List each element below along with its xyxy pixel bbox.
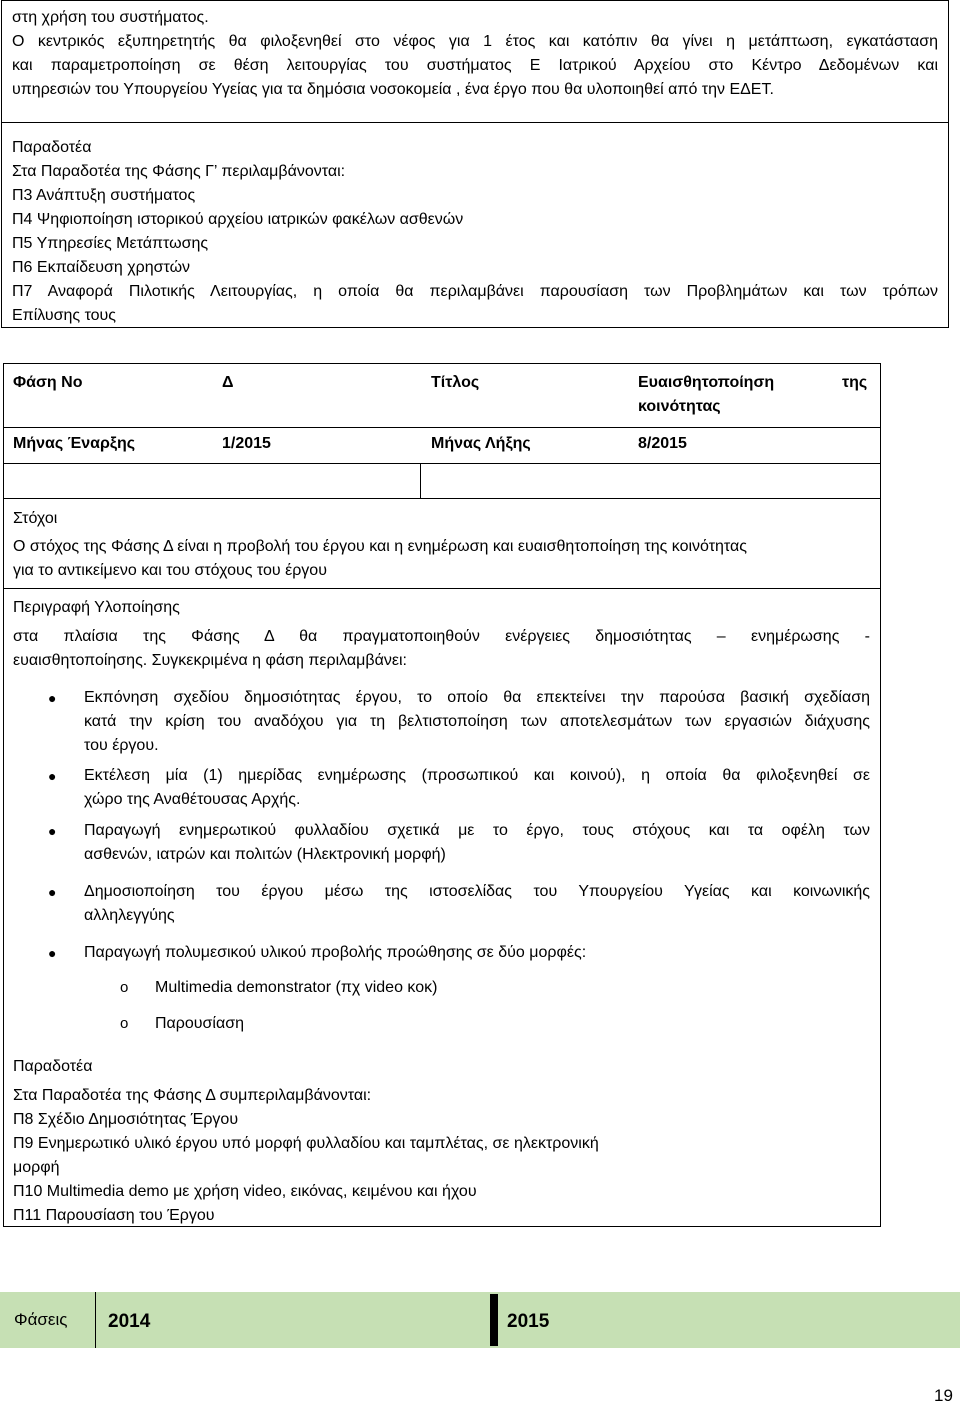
phase-c-line-3: Π4 Ψηφιοποίηση ιστορικού αρχείου ιατρικών φακέλων ασθενών <box>12 211 464 228</box>
bullet-2-line-2: χώρο της Αναθέτουσας Αρχής. <box>84 791 301 808</box>
bullet-1-marker: ● <box>48 690 57 706</box>
intro-line-4: υπηρεσιών του Υπουργείου Υγείας για τα δημόσια νοσοκομεία , ένα έργο που θα υλοποιηθεί από την ΕΔΕΤ. <box>12 81 774 98</box>
start-month-label: Μήνας Έναρξης <box>13 435 136 452</box>
table-divider-1 <box>3 427 881 428</box>
phase-c-line-1: Στα Παραδοτέα της Φάσης Γ’ περιλαμβάνονται: <box>12 163 346 180</box>
intro-divider <box>1 122 949 123</box>
end-month-label: Μήνας Λήξης <box>431 435 531 452</box>
intro-line-1: στη χρήση του συστήματος. <box>12 9 209 26</box>
phase-d-line-3: Π9 Ενημερωτικό υλικό έργου υπό μορφή φυλλαδίου και ταμπλέτας, σε ηλεκτρονική <box>13 1135 599 1152</box>
objectives-heading: Στόχοι <box>13 510 58 527</box>
phase-c-line-4: Π5 Υπηρεσίες Μετάπτωσης <box>12 235 209 252</box>
sub-bullet-1: Multimedia demonstrator (πχ video κοκ) <box>155 979 438 996</box>
objectives-line-2: για το αντικείμενο και του στόχους του έργου <box>13 562 327 579</box>
phase-c-line-6: Π7 Αναφορά Πιλοτικής Λειτουργίας, η οποία θα περιλαμβάνει παρουσίαση των Προβλημάτων και των τρόπων <box>12 283 938 300</box>
table-divider-3 <box>3 498 881 499</box>
sub-bullet-2-marker: o <box>120 1015 129 1032</box>
intro-line-3: και παραμετροποίηση σε θέση λειτουργίας του συστήματος Ε Ιατρικού Αρχείου στο Κέντρο Δεδομένων και <box>12 57 938 74</box>
phase-d-line-2: Π8 Σχέδιο Δημοσιότητας Έργου <box>13 1111 239 1128</box>
phase-c-line-2: Π3 Ανάπτυξη συστήματος <box>12 187 196 204</box>
bullet-1-line-1: Εκπόνηση σχεδίου δημοσιότητας έργου, το οποίο θα επεκτείνει την παρούσα βασική σχεδίαση <box>84 689 870 706</box>
title-value-line-1-end: της <box>842 374 868 391</box>
table-divider-4 <box>3 588 881 589</box>
implementation-heading: Περιγραφή Υλοποίησης <box>13 599 180 616</box>
bullet-1-line-3: του έργου. <box>84 737 159 754</box>
phase-no-value: Δ <box>222 374 234 391</box>
end-month-value: 8/2015 <box>638 435 687 452</box>
timeline-label: Φάσεις <box>14 1310 68 1329</box>
phase-c-line-5: Π6 Εκπαίδευση χρηστών <box>12 259 191 276</box>
timeline-year-separator <box>490 1294 498 1346</box>
sub-bullet-2: Παρουσίαση <box>155 1015 245 1032</box>
timeline-year-2015: 2015 <box>507 1311 550 1332</box>
bullet-2-line-1: Εκτέλεση μία (1) ημερίδας ενημέρωσης (προσωπικού και κοινού), η οποία θα φιλοξενηθεί σε <box>84 767 870 784</box>
phase-d-line-4: μορφή <box>13 1159 60 1176</box>
table-divider-2 <box>3 463 881 464</box>
title-value-line-1: Ευαισθητοποίηση <box>638 374 775 391</box>
bullet-4-line-2: αλληλεγγύης <box>84 907 175 924</box>
bullet-4-line-1: Δημοσιοποίηση του έργου μέσω της ιστοσελίδας του Υπουργείου Υγείας και κοινωνικής <box>84 883 870 900</box>
table-vline <box>420 463 421 498</box>
title-value-line-2: κοινότητας <box>638 398 721 415</box>
bullet-5-line-1: Παραγωγή πολυμεσικού υλικού προβολής προώθησης σε δύο μορφές: <box>84 944 587 961</box>
bullet-3-line-2: ασθενών, ιατρών και πολιτών (Ηλεκτρονική μορφή) <box>84 846 446 863</box>
phase-c-deliverables-heading: Παραδοτέα <box>12 139 92 156</box>
phase-no-label: Φάση Νο <box>13 374 83 391</box>
timeline-year-2014: 2014 <box>108 1311 151 1332</box>
bullet-4-marker: ● <box>48 884 57 900</box>
objectives-line-1: Ο στόχος της Φάσης Δ είναι η προβολή του έργου και η ενημέρωση και ευαισθητοποίηση της κοινότητας <box>13 538 747 555</box>
phase-d-line-6: Π11 Παρουσίαση του Έργου <box>13 1207 215 1224</box>
start-month-value: 1/2015 <box>222 435 271 452</box>
sub-bullet-1-marker: o <box>120 979 129 996</box>
page-number: 19 <box>934 1386 953 1405</box>
implementation-line-2: ευαισθητοποίησης. Συγκεκριμένα η φάση περιλαμβάνει: <box>13 652 407 669</box>
phase-d-line-5: Π10 Multimedia demo με χρήση video, εικόνας, κειμένου και ήχου <box>13 1183 477 1200</box>
bullet-2-marker: ● <box>48 768 57 784</box>
intro-line-2: Ο κεντρικός εξυπηρετητής θα φιλοξενηθεί στο νέφος για 1 έτος και κατόπιν θα γίνει η μετάπτωση, εγκατάσταση <box>12 33 938 50</box>
bullet-1-line-2: κατά την κρίση του αναδόχου για τη βελτιστοποίηση των αποτελεσμάτων των εργασιών διάχυσης <box>84 713 870 730</box>
title-label: Τίτλος <box>431 374 480 391</box>
implementation-line-1: στα πλαίσια της Φάσης Δ θα πραγματοποιηθούν ενέργειες δημοσιότητας – ενημέρωσης - <box>13 628 870 645</box>
bullet-3-marker: ● <box>48 823 57 839</box>
phase-d-deliverables-heading: Παραδοτέα <box>13 1058 93 1075</box>
phase-d-line-1: Στα Παραδοτέα της Φάσης Δ συμπεριλαμβάνονται: <box>13 1087 372 1104</box>
bullet-5-marker: ● <box>48 945 57 961</box>
phase-c-line-7: Επίλυσης τους <box>12 307 117 324</box>
bullet-3-line-1: Παραγωγή ενημερωτικού φυλλαδίου σχετικά με το έργο, τους στόχους και τα οφέλη των <box>84 822 870 839</box>
